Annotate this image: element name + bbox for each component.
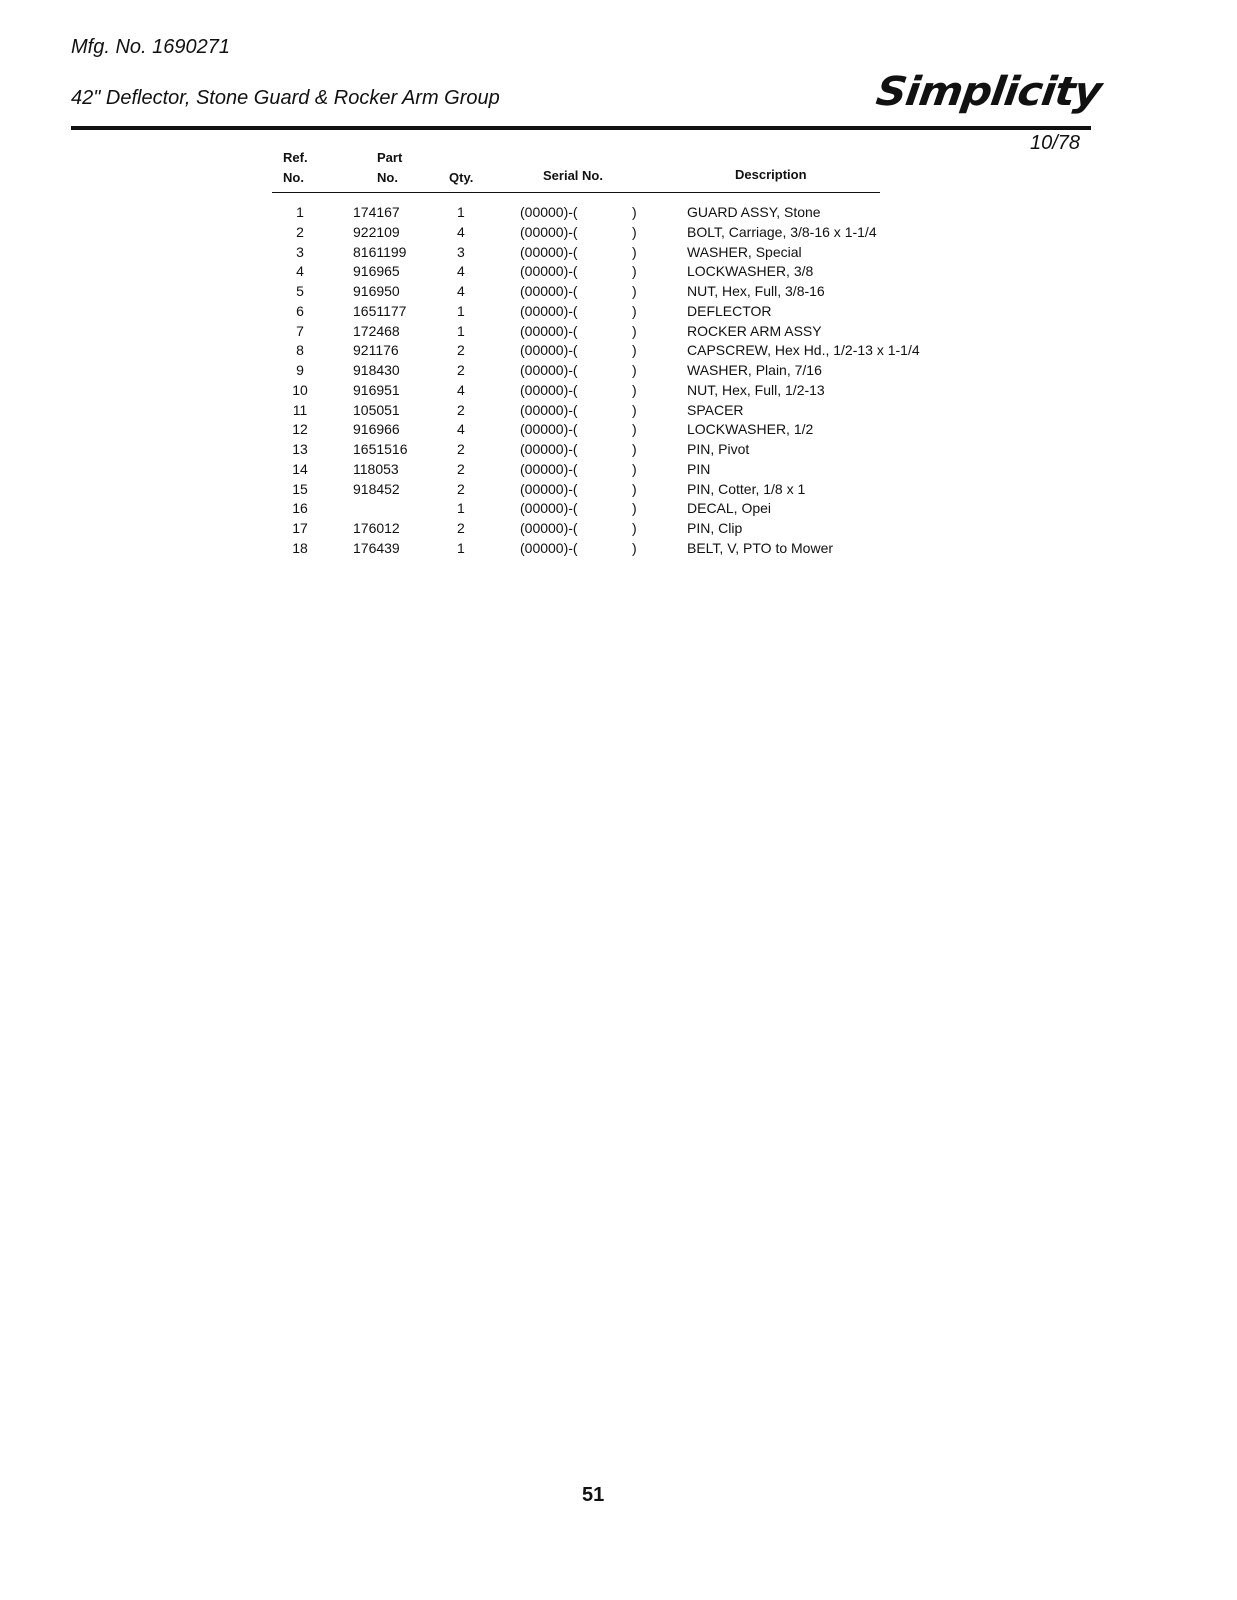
description-cell: PIN <box>687 460 711 477</box>
serial-cell: (00000)-( <box>520 421 578 438</box>
ref-cell: 13 <box>292 441 308 457</box>
col-header-qty: Qty. <box>449 170 474 185</box>
qty-cell: 2 <box>457 362 465 378</box>
qty-cell: 2 <box>457 520 465 536</box>
ref-cell: 10 <box>292 381 308 398</box>
description-cell: SPACER <box>687 401 744 418</box>
qty-cell: 1 <box>457 302 465 319</box>
serial-close-cell: ) <box>632 362 637 378</box>
serial-close-cell: ) <box>632 263 637 280</box>
qty-cell: 4 <box>457 283 465 299</box>
ref-cell: 17 <box>292 520 308 536</box>
serial-close-cell: ) <box>632 381 637 398</box>
part-number-cell: 174167 <box>353 204 400 220</box>
header-rule <box>71 126 1091 130</box>
serial-close-cell: ) <box>632 500 637 517</box>
description-cell: BELT, V, PTO to Mower <box>687 539 834 556</box>
serial-cell: (00000)-( <box>520 302 578 319</box>
part-number-cell: 176012 <box>353 520 400 536</box>
ref-cell: 15 <box>292 480 308 497</box>
page-number: 51 <box>582 1484 605 1506</box>
qty-cell: 1 <box>457 500 465 517</box>
serial-close-cell: ) <box>632 342 637 359</box>
col-header-description: Description <box>735 167 807 182</box>
serial-cell: (00000)-( <box>520 460 578 477</box>
table-row <box>0 441 1237 461</box>
serial-cell: (00000)-( <box>520 441 578 457</box>
description-cell: NUT, Hex, Full, 1/2-13 <box>687 381 825 398</box>
table-row <box>0 461 1237 481</box>
ref-cell: 6 <box>296 302 304 319</box>
serial-close-cell: ) <box>632 243 637 260</box>
brand-logo: Simplicity <box>873 68 1105 115</box>
table-row <box>0 204 1237 224</box>
serial-close-cell: ) <box>632 539 637 556</box>
serial-cell: (00000)-( <box>520 480 578 497</box>
serial-cell: (00000)-( <box>520 520 578 536</box>
serial-close-cell: ) <box>632 223 637 240</box>
qty-cell: 2 <box>457 480 465 497</box>
serial-close-cell: ) <box>632 421 637 438</box>
ref-cell: 11 <box>292 401 308 418</box>
qty-cell: 2 <box>457 342 465 359</box>
ref-cell: 12 <box>292 421 308 438</box>
table-row <box>0 283 1237 303</box>
ref-cell: 8 <box>296 342 304 359</box>
page-title: 42" Deflector, Stone Guard & Rocker Arm Group <box>71 87 500 109</box>
ref-cell: 9 <box>296 362 304 378</box>
part-number-cell: 8161199 <box>353 243 407 260</box>
serial-cell: (00000)-( <box>520 243 578 260</box>
description-cell: CAPSCREW, Hex Hd., 1/2-13 x 1-1/4 <box>687 342 920 359</box>
serial-cell: (00000)-( <box>520 283 578 299</box>
description-cell: BOLT, Carriage, 3/8-16 x 1-1/4 <box>687 223 877 240</box>
part-number-cell: 916951 <box>353 381 400 398</box>
serial-cell: (00000)-( <box>520 204 578 220</box>
serial-close-cell: ) <box>632 283 637 299</box>
table-row <box>0 263 1237 283</box>
serial-cell: (00000)-( <box>520 362 578 378</box>
description-cell: PIN, Pivot <box>687 441 750 457</box>
serial-cell: (00000)-( <box>520 401 578 418</box>
description-cell: ROCKER ARM ASSY <box>687 322 822 339</box>
serial-close-cell: ) <box>632 401 637 418</box>
mfg-number: Mfg. No. 1690271 <box>71 36 230 58</box>
part-number-cell: 118053 <box>353 460 399 477</box>
description-cell: GUARD ASSY, Stone <box>687 204 821 220</box>
qty-cell: 4 <box>457 381 465 398</box>
table-row <box>0 323 1237 343</box>
part-number-cell: 916966 <box>353 421 400 438</box>
serial-cell: (00000)-( <box>520 381 578 398</box>
table-row <box>0 382 1237 402</box>
serial-close-cell: ) <box>632 460 637 477</box>
table-row <box>0 540 1237 560</box>
description-cell: PIN, Cotter, 1/8 x 1 <box>687 480 806 497</box>
table-row <box>0 402 1237 422</box>
part-number-cell: 918452 <box>353 480 400 497</box>
description-cell: NUT, Hex, Full, 3/8-16 <box>687 283 825 299</box>
serial-cell: (00000)-( <box>520 539 578 556</box>
qty-cell: 4 <box>457 263 465 280</box>
description-cell: DEFLECTOR <box>687 302 772 319</box>
serial-cell: (00000)-( <box>520 322 578 339</box>
ref-cell: 18 <box>292 539 308 556</box>
table-row <box>0 224 1237 244</box>
part-number-cell: 1651516 <box>353 441 408 457</box>
ref-cell: 7 <box>296 322 304 339</box>
part-number-cell: 176439 <box>353 539 400 556</box>
table-row <box>0 421 1237 441</box>
qty-cell: 3 <box>457 243 465 260</box>
table-row <box>0 481 1237 501</box>
qty-cell: 4 <box>457 223 465 240</box>
serial-close-cell: ) <box>632 441 637 457</box>
serial-cell: (00000)-( <box>520 263 578 280</box>
ref-cell: 3 <box>296 243 304 260</box>
ref-cell: 4 <box>296 263 304 280</box>
qty-cell: 4 <box>457 421 465 438</box>
description-cell: LOCKWASHER, 3/8 <box>687 263 814 280</box>
revision-date: 10/78 <box>1030 132 1081 154</box>
header-underline <box>272 192 880 193</box>
part-number-cell: 1651177 <box>353 302 407 319</box>
part-number-cell: 918430 <box>353 362 400 378</box>
part-number-cell: 922109 <box>353 223 400 240</box>
serial-close-cell: ) <box>632 480 637 497</box>
table-row <box>0 244 1237 264</box>
part-number-cell: 916965 <box>353 263 400 280</box>
part-number-cell: 921176 <box>353 342 399 359</box>
part-number-cell: 105051 <box>353 401 400 418</box>
table-row <box>0 342 1237 362</box>
ref-cell: 16 <box>292 500 308 517</box>
part-number-cell: 916950 <box>353 283 400 299</box>
table-row <box>0 362 1237 382</box>
table-row <box>0 500 1237 520</box>
qty-cell: 2 <box>457 460 465 477</box>
description-cell: WASHER, Plain, 7/16 <box>687 362 822 378</box>
serial-cell: (00000)-( <box>520 500 578 517</box>
ref-cell: 2 <box>296 223 304 240</box>
col-header-ref: Ref. No. <box>283 150 308 185</box>
col-header-serial: Serial No. <box>543 168 603 183</box>
col-header-part: Part No. <box>377 150 403 185</box>
qty-cell: 1 <box>457 204 465 220</box>
serial-close-cell: ) <box>632 322 637 339</box>
serial-cell: (00000)-( <box>520 223 578 240</box>
description-cell: DECAL, Opei <box>687 500 772 517</box>
serial-close-cell: ) <box>632 302 637 319</box>
qty-cell: 2 <box>457 441 465 457</box>
table-row <box>0 520 1237 540</box>
serial-close-cell: ) <box>632 204 637 220</box>
ref-cell: 14 <box>292 460 308 477</box>
qty-cell: 2 <box>457 401 465 418</box>
ref-cell: 1 <box>296 204 304 220</box>
description-cell: LOCKWASHER, 1/2 <box>687 421 814 438</box>
description-cell: PIN, Clip <box>687 520 743 536</box>
part-number-cell: 172468 <box>353 322 400 339</box>
description-cell: WASHER, Special <box>687 243 802 260</box>
qty-cell: 1 <box>457 322 465 339</box>
table-row <box>0 303 1237 323</box>
serial-close-cell: ) <box>632 520 637 536</box>
qty-cell: 1 <box>457 539 465 556</box>
ref-cell: 5 <box>296 283 304 299</box>
serial-cell: (00000)-( <box>520 342 578 359</box>
